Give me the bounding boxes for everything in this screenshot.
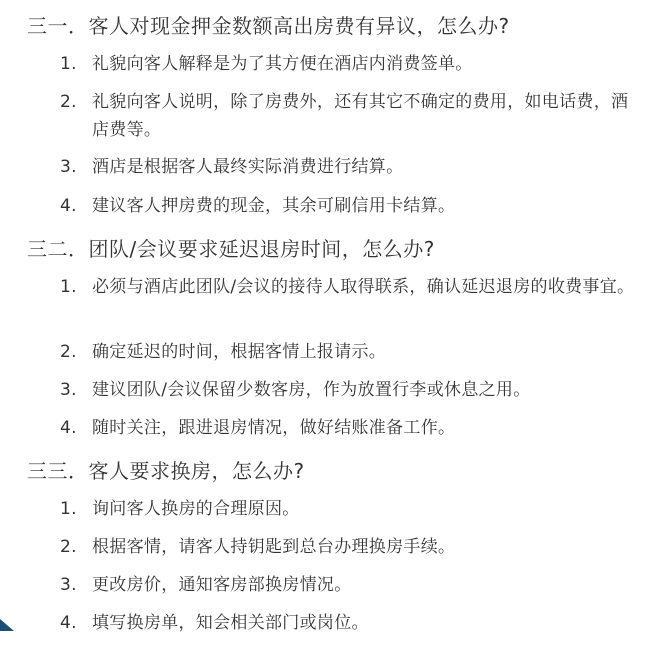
item-text: 根据客情，请客人持钥匙到总台办理换房手续。 [92,537,456,557]
item-text: 填写换房单，知会相关部门或岗位。 [92,613,369,633]
item-text: 必须与酒店此团队/会议的接待人取得联系，确认延迟退房的收费事宜。 [92,277,635,297]
item-number: 4. [60,418,77,438]
question-heading-31: 三一．客人对现金押金数额高出房费有异议，怎么办? [27,14,510,38]
item-number: 4. [60,196,77,216]
item-number: 1. [60,54,77,74]
item-text: 建议客人押房费的现金，其余可刷信用卡结算。 [92,196,456,216]
question-heading-33: 三三．客人要求换房，怎么办? [27,459,305,483]
item-number: 3. [60,380,77,400]
item-text: 随时关注，跟进退房情况，做好结账准备工作。 [92,418,456,438]
item-number: 3. [60,575,77,595]
item-number: 2. [60,92,77,112]
item-text: 更改房价，通知客房部换房情况。 [92,575,352,595]
item-number: 3. [60,157,77,177]
item-text: 礼貌向客人说明，除了房费外，还有其它不确定的费用，如电话费，酒店费等。 [92,92,629,140]
item-text: 礼貌向客人解释是为了其方便在酒店内消费签单。 [92,54,473,74]
item-number: 4. [60,613,77,633]
item-number: 2. [60,342,77,362]
corner-decoration [0,619,14,631]
item-text: 询问客人换房的合理原因。 [92,499,300,519]
question-heading-32: 三二．团队/会议要求延迟退房时间，怎么办? [27,237,435,261]
item-text: 建议团队/会议保留少数客房，作为放置行李或休息之用。 [92,380,531,400]
item-text: 酒店是根据客人最终实际消费进行结算。 [92,157,404,177]
item-number: 2. [60,537,77,557]
item-text: 确定延迟的时间，根据客情上报请示。 [92,342,387,362]
item-number: 1. [60,499,77,519]
item-number: 1. [60,277,77,297]
